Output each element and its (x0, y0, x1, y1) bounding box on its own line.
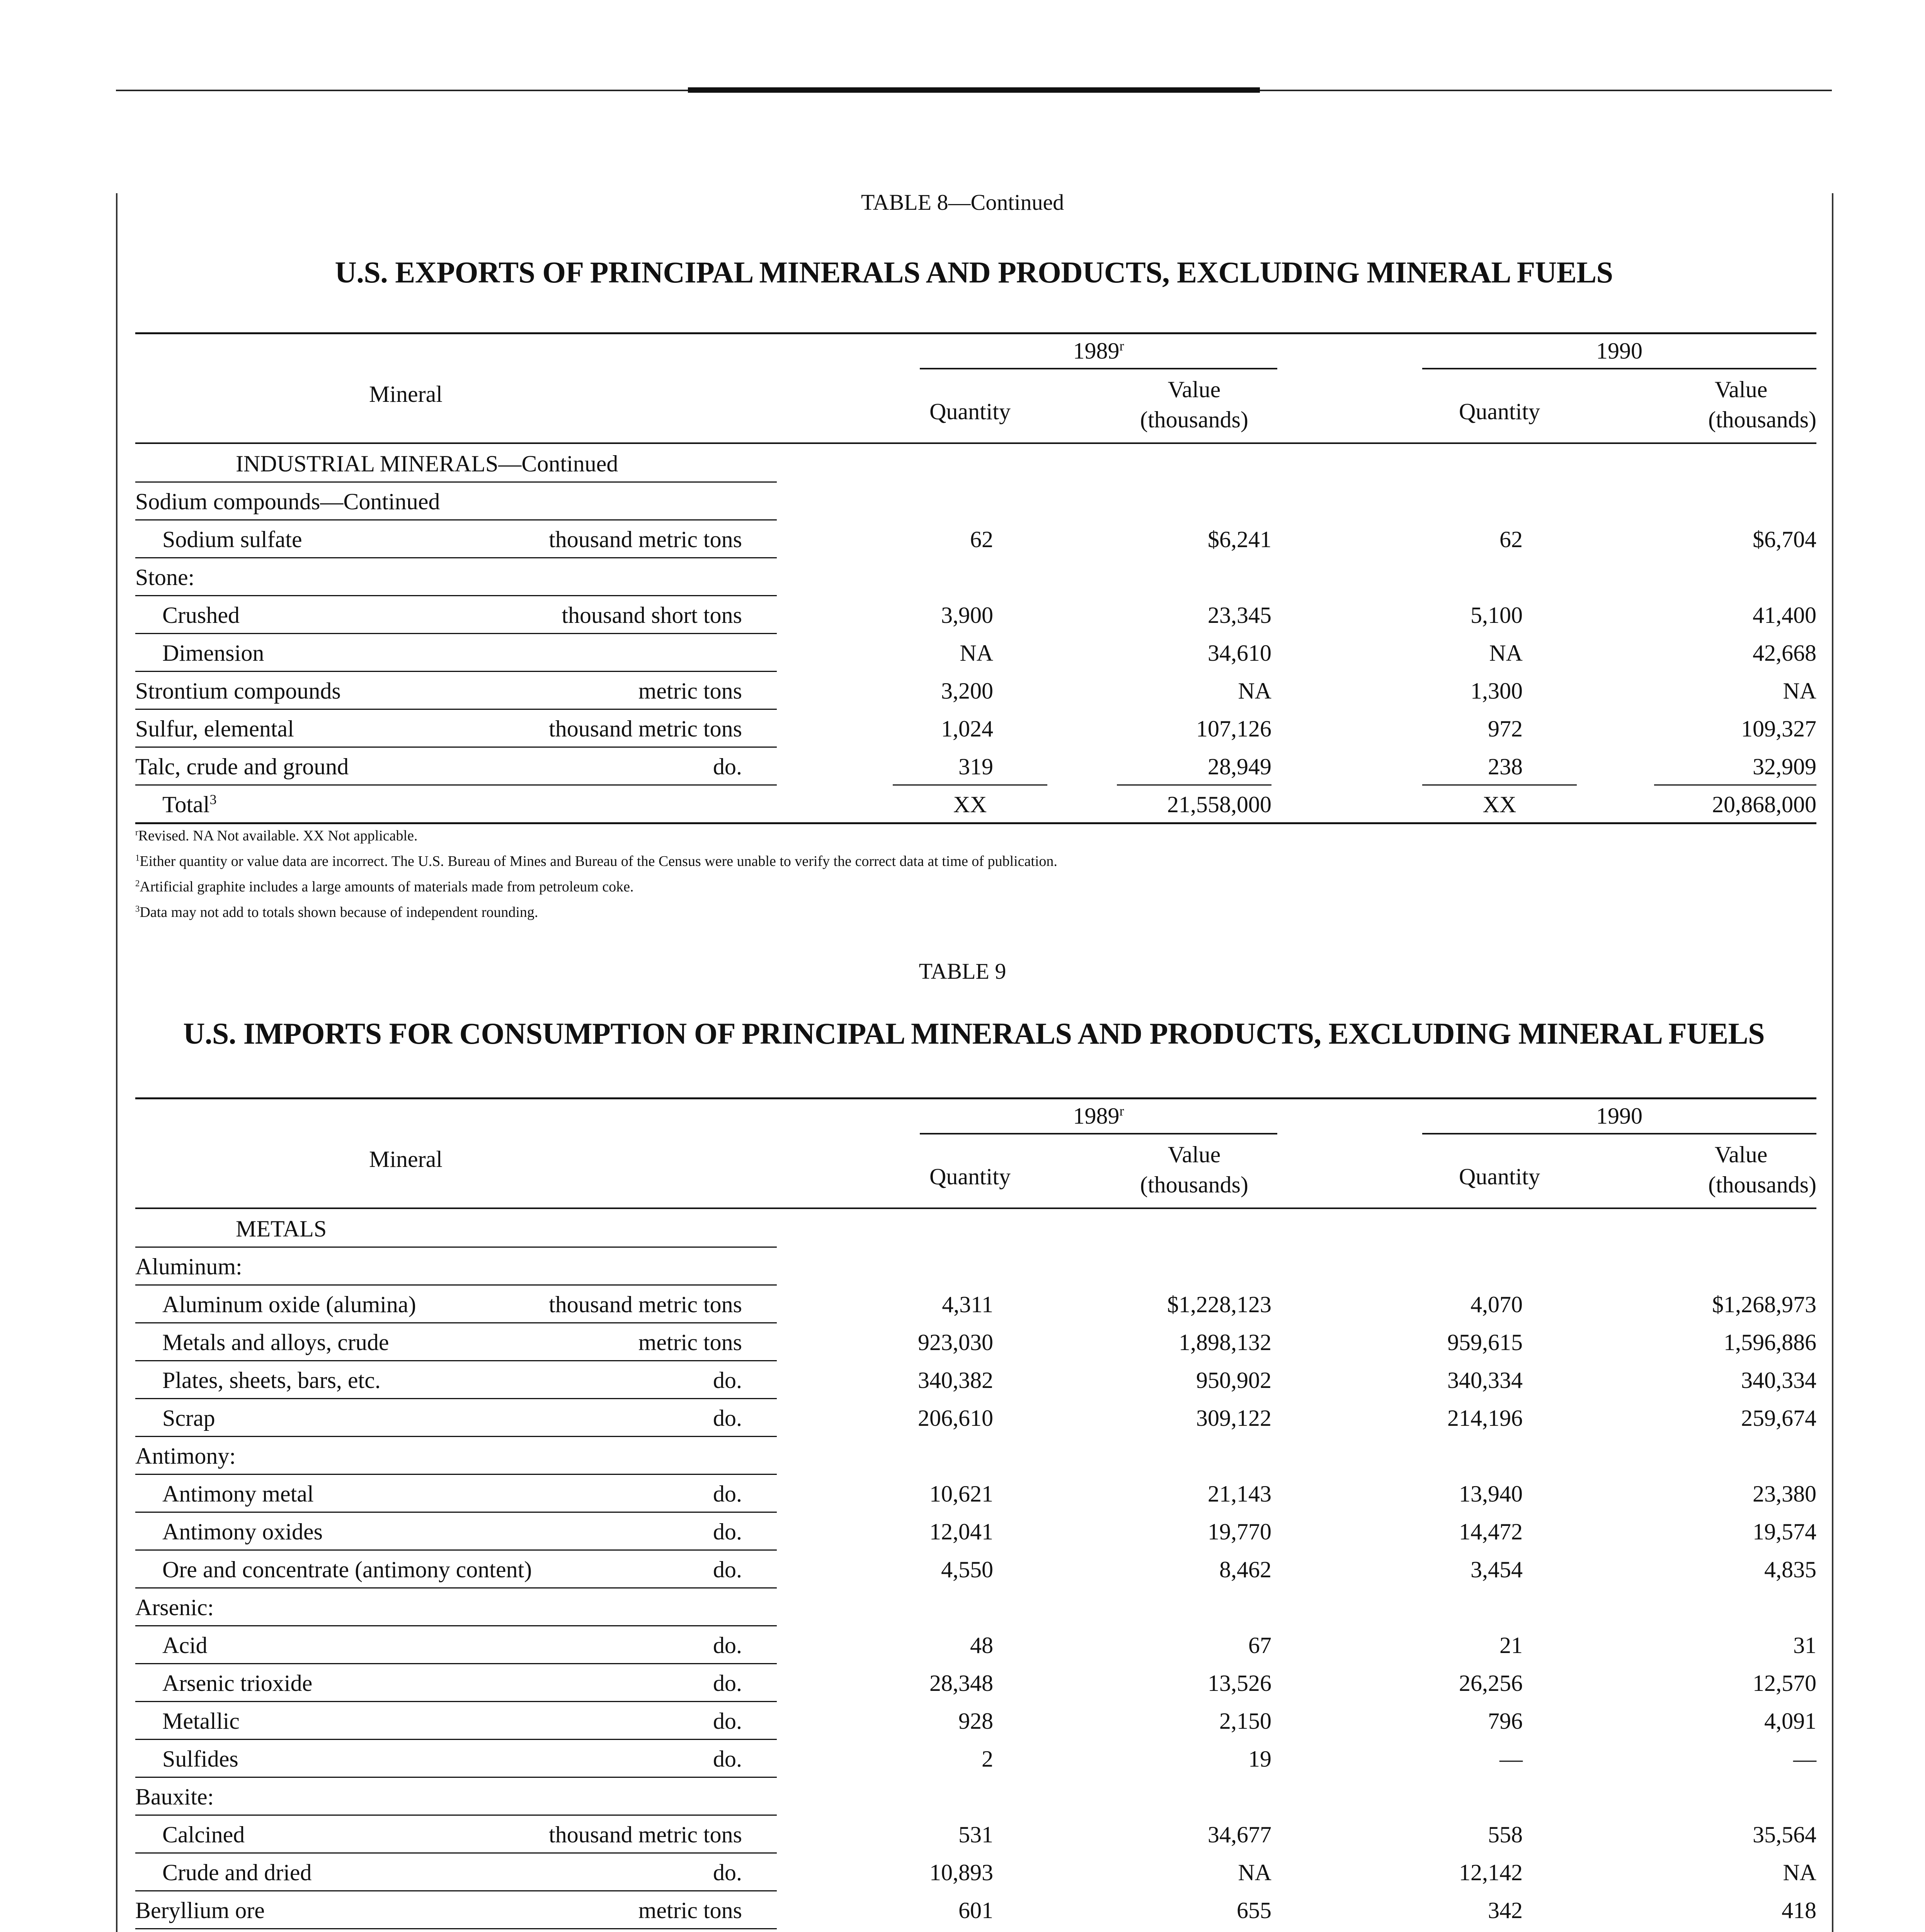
row-unit: metric tons (638, 1330, 742, 1355)
cell-value-1990: 32,909 (1753, 754, 1816, 779)
row-unit: thousand metric tons (549, 1822, 742, 1847)
row-label: Talc, crude and ground (135, 754, 349, 779)
row-unit: thousand metric tons (549, 1292, 742, 1317)
cell-value-1990: NA (1783, 1860, 1816, 1885)
row-label: Ore and concentrate (antimony content) (162, 1557, 532, 1582)
cell-value-1989: 19 (1248, 1746, 1271, 1772)
cell-value-1990: 23,380 (1753, 1481, 1816, 1507)
total-label (162, 793, 216, 816)
row-rule (135, 671, 777, 672)
row-label: Metallic (162, 1708, 240, 1734)
row-label: INDUSTRIAL MINERALS—Continued (236, 451, 618, 476)
year-1989-heading (920, 1104, 1277, 1128)
value-1989-units: (thousands) (1140, 407, 1248, 432)
cell-quantity-1990: 3,454 (1471, 1557, 1523, 1582)
footnote-mark: 2 (135, 878, 140, 888)
cell-value-1990: 19,574 (1753, 1519, 1816, 1544)
row-label: Sodium compounds—Continued (135, 489, 440, 514)
year-1990-heading: 1990 (1596, 1103, 1642, 1129)
row-unit: metric tons (638, 1898, 742, 1923)
row-label: Strontium compounds (135, 678, 341, 704)
value-1989-units: (thousands) (1140, 1172, 1248, 1197)
row-rule (135, 1322, 777, 1323)
total-footnote-mark: 3 (209, 792, 217, 807)
right-margin-rule (1832, 193, 1833, 1932)
cell-quantity-1989: 601 (958, 1898, 993, 1923)
year-1989-heading (920, 339, 1277, 362)
cell-quantity-1990: 959,615 (1447, 1330, 1523, 1355)
footnote-text: Revised. NA Not available. XX Not applicable. (138, 828, 418, 844)
row-rule (135, 1247, 777, 1248)
row-label: Dimension (162, 640, 264, 666)
cell-value-1990: 4,091 (1764, 1708, 1816, 1734)
cell-value-1990: 109,327 (1741, 716, 1816, 742)
cell-value-1990: 12,570 (1753, 1670, 1816, 1696)
row-rule (135, 1549, 777, 1551)
row-rule (135, 1360, 777, 1361)
row-unit: thousand metric tons (549, 716, 742, 742)
cell-quantity-1990: 26,256 (1459, 1670, 1523, 1696)
table8-footnotes (135, 823, 1057, 925)
row-label: Antimony metal (162, 1481, 314, 1507)
footnote-line (135, 874, 1057, 900)
row-label: Calcined (162, 1822, 245, 1847)
cell-quantity-1990: 21 (1499, 1633, 1523, 1658)
cell-quantity-1990: 14,472 (1459, 1519, 1523, 1544)
cell-quantity-1989: 62 (970, 527, 993, 552)
cell-value-1989: 13,526 (1208, 1670, 1271, 1696)
row-rule (135, 519, 777, 520)
cell-value-1990: 1,596,886 (1724, 1330, 1816, 1355)
cell-quantity-1990: — (1499, 1746, 1523, 1772)
cell-quantity-1989: 928 (958, 1708, 993, 1734)
cell-quantity-1990: 13,940 (1459, 1481, 1523, 1507)
value-1989-heading: Value (1168, 1142, 1221, 1167)
cell-value-1990: $6,704 (1753, 527, 1816, 552)
left-margin-rule (116, 193, 117, 1932)
total-label-text: Total (162, 792, 210, 817)
cell-value-1990: $1,268,973 (1712, 1292, 1816, 1317)
table8-title: U.S. EXPORTS OF PRINCIPAL MINERALS AND PRODUCTS, EXCLUDING MINERAL FUELS (335, 255, 1613, 289)
footnote-mark: r (135, 827, 138, 837)
value-1990-units: (thousands) (1708, 407, 1816, 432)
row-rule (135, 784, 777, 786)
value-1990-heading: Value (1714, 377, 1768, 402)
footnote-mark: 3 (135, 904, 140, 914)
value-1989-heading: Value (1168, 377, 1221, 402)
cell-value-1989: 107,126 (1196, 716, 1271, 742)
footnote-mark: 1 (135, 853, 140, 863)
cell-value-1989: 655 (1237, 1898, 1271, 1923)
row-unit: do. (713, 1557, 742, 1582)
cell-value-1989: 950,902 (1196, 1367, 1271, 1393)
footnote-text: Artificial graphite includes a large amounts of materials made from petroleum coke. (140, 879, 634, 895)
total-value-1990: 20,868,000 (1712, 792, 1816, 817)
quantity-1990-heading: Quantity (1459, 399, 1540, 424)
cell-value-1989: 309,122 (1196, 1405, 1271, 1431)
footnote-text: Either quantity or value data are incorrect. The U.S. Bureau of Mines and Bureau of the Census were unable to verify the correct data at time of publication. (140, 853, 1057, 869)
cell-value-1989: 8,462 (1219, 1557, 1271, 1582)
cell-quantity-1989: 531 (958, 1822, 993, 1847)
row-unit: thousand short tons (562, 602, 742, 628)
quantity-1989-heading: Quantity (929, 399, 1011, 424)
row-label: Arsenic: (135, 1595, 214, 1620)
cell-value-1990: 35,564 (1753, 1822, 1816, 1847)
total-value-1989: 21,558,000 (1167, 792, 1271, 817)
cell-quantity-1990: 12,142 (1459, 1860, 1523, 1885)
cell-value-1989: NA (1238, 678, 1271, 704)
row-label: Aluminum oxide (alumina) (162, 1292, 416, 1317)
row-unit: do. (713, 1670, 742, 1696)
row-label: Crushed (162, 602, 240, 628)
cell-quantity-1989: 28,348 (929, 1670, 993, 1696)
row-label: METALS (236, 1216, 327, 1242)
row-rule (135, 557, 777, 558)
cell-value-1990: 42,668 (1753, 640, 1816, 666)
year-1989-text: 1989 (1073, 1103, 1120, 1129)
cell-quantity-1989: 48 (970, 1633, 993, 1658)
cell-value-1989: 34,610 (1208, 640, 1271, 666)
row-rule (135, 1436, 777, 1437)
cell-quantity-1989: NA (960, 640, 993, 666)
year-1990-rule (1422, 368, 1816, 369)
row-unit: do. (713, 1405, 742, 1431)
cell-quantity-1989: 923,030 (918, 1330, 993, 1355)
row-label: Stone: (135, 565, 195, 590)
row-label: Sulfides (162, 1746, 238, 1772)
cell-quantity-1990: 972 (1488, 716, 1523, 742)
row-unit: thousand metric tons (549, 527, 742, 552)
footnote-line (135, 823, 1057, 849)
revised-mark: r (1119, 338, 1124, 354)
cell-value-1989: 21,143 (1208, 1481, 1271, 1507)
cell-quantity-1990: 4,070 (1471, 1292, 1523, 1317)
cell-quantity-1990: 238 (1488, 754, 1523, 779)
row-label: Scrap (162, 1405, 215, 1431)
row-unit: do. (713, 754, 742, 779)
row-rule (135, 1284, 777, 1286)
quantity-1989-heading: Quantity (929, 1164, 1011, 1189)
row-rule (135, 1890, 777, 1891)
row-label: Metals and alloys, crude (162, 1330, 389, 1355)
row-rule (135, 1398, 777, 1399)
row-label: Acid (162, 1633, 208, 1658)
row-unit: do. (713, 1860, 742, 1885)
value-1990-heading: Value (1714, 1142, 1768, 1167)
cell-value-1990: 259,674 (1741, 1405, 1816, 1431)
row-unit: do. (713, 1481, 742, 1507)
quantity-1990-heading: Quantity (1459, 1164, 1540, 1189)
cell-quantity-1989: 4,311 (942, 1292, 993, 1317)
year-1989-rule (920, 1133, 1277, 1134)
row-label: Aluminum: (135, 1254, 242, 1279)
cell-quantity-1989: 340,382 (918, 1367, 993, 1393)
header-top-rule (135, 332, 1816, 334)
year-1990-rule (1422, 1133, 1816, 1134)
row-label: Sulfur, elemental (135, 716, 294, 742)
cell-quantity-1990: 214,196 (1447, 1405, 1523, 1431)
row-rule (135, 1928, 777, 1929)
cell-value-1989: 23,345 (1208, 602, 1271, 628)
row-unit: do. (713, 1367, 742, 1393)
total-top-rule-v89 (1117, 784, 1271, 786)
header-top-rule (135, 1097, 1816, 1099)
row-rule (135, 1815, 777, 1816)
cell-quantity-1990: 62 (1499, 527, 1523, 552)
total-quantity-1989: XX (953, 792, 987, 817)
cell-quantity-1989: 1,024 (941, 716, 993, 742)
row-rule (135, 1625, 777, 1626)
cell-value-1990: 418 (1782, 1898, 1816, 1923)
cell-quantity-1989: 10,621 (929, 1481, 993, 1507)
cell-quantity-1990: 558 (1488, 1822, 1523, 1847)
year-1989-rule (920, 368, 1277, 369)
cell-quantity-1989: 3,900 (941, 602, 993, 628)
cell-value-1990: 41,400 (1753, 602, 1816, 628)
row-rule (135, 1474, 777, 1475)
row-rule (135, 709, 777, 710)
row-rule (135, 1512, 777, 1513)
cell-quantity-1989: 3,200 (941, 678, 993, 704)
row-rule (135, 1739, 777, 1740)
row-label: Crude and dried (162, 1860, 312, 1885)
row-rule (135, 481, 777, 483)
row-rule (135, 595, 777, 596)
cell-value-1989: $6,241 (1208, 527, 1271, 552)
row-rule (135, 1701, 777, 1702)
table8-label: TABLE 8—Continued (861, 190, 1064, 215)
cell-quantity-1989: 4,550 (941, 1557, 993, 1582)
cell-value-1989: $1,228,123 (1167, 1292, 1271, 1317)
top-rule-bar (688, 87, 1260, 93)
row-rule (135, 1587, 777, 1588)
total-top-rule-q89 (893, 784, 1047, 786)
cell-quantity-1990: 342 (1488, 1898, 1523, 1923)
row-rule (135, 1777, 777, 1778)
footnote-text: Data may not add to totals shown because of independent rounding. (140, 904, 538, 920)
row-label: Plates, sheets, bars, etc. (162, 1367, 381, 1393)
mineral-heading: Mineral (369, 381, 443, 407)
row-label: Beryllium ore (135, 1898, 265, 1923)
row-rule (135, 1852, 777, 1854)
row-unit: metric tons (638, 678, 742, 704)
revised-mark: r (1119, 1103, 1124, 1119)
cell-value-1990: 340,334 (1741, 1367, 1816, 1393)
cell-value-1989: 28,949 (1208, 754, 1271, 779)
total-quantity-1990: XX (1482, 792, 1517, 817)
total-top-rule-v90 (1654, 784, 1816, 786)
cell-value-1989: 1,898,132 (1179, 1330, 1271, 1355)
year-1990-heading: 1990 (1596, 338, 1642, 364)
row-rule (135, 747, 777, 748)
cell-quantity-1990: 1,300 (1471, 678, 1523, 704)
cell-value-1989: 2,150 (1219, 1708, 1271, 1734)
cell-quantity-1990: 5,100 (1471, 602, 1523, 628)
cell-quantity-1989: 319 (958, 754, 993, 779)
row-label: Sodium sulfate (162, 527, 302, 552)
row-label: Bauxite: (135, 1784, 214, 1810)
cell-value-1989: 34,677 (1208, 1822, 1271, 1847)
cell-quantity-1989: 206,610 (918, 1405, 993, 1431)
cell-quantity-1990: 796 (1488, 1708, 1523, 1734)
cell-quantity-1989: 2 (982, 1746, 993, 1772)
cell-value-1990: — (1793, 1746, 1816, 1772)
row-label: Antimony oxides (162, 1519, 323, 1544)
cell-value-1989: 19,770 (1208, 1519, 1271, 1544)
cell-value-1990: 31 (1793, 1633, 1816, 1658)
mineral-heading: Mineral (369, 1146, 443, 1172)
row-unit: do. (713, 1746, 742, 1772)
cell-value-1989: NA (1238, 1860, 1271, 1885)
value-1990-units: (thousands) (1708, 1172, 1816, 1197)
row-unit: do. (713, 1633, 742, 1658)
total-top-rule-q90 (1422, 784, 1577, 786)
cell-value-1989: 67 (1248, 1633, 1271, 1658)
cell-quantity-1990: NA (1489, 640, 1523, 666)
table9-label: TABLE 9 (919, 959, 1006, 984)
footnote-line (135, 849, 1057, 874)
cell-quantity-1990: 340,334 (1447, 1367, 1523, 1393)
header-bottom-rule (135, 442, 1816, 444)
row-rule (135, 1663, 777, 1664)
table9-title: U.S. IMPORTS FOR CONSUMPTION OF PRINCIPAL MINERALS AND PRODUCTS, EXCLUDING MINERAL FUELS (183, 1017, 1765, 1050)
cell-quantity-1989: 12,041 (929, 1519, 993, 1544)
row-unit: do. (713, 1519, 742, 1544)
cell-value-1990: NA (1783, 678, 1816, 704)
cell-quantity-1989: 10,893 (929, 1860, 993, 1885)
footnote-line (135, 900, 1057, 925)
header-bottom-rule (135, 1208, 1816, 1209)
row-rule (135, 633, 777, 634)
row-unit: do. (713, 1708, 742, 1734)
row-label: Antimony: (135, 1443, 236, 1469)
row-label: Arsenic trioxide (162, 1670, 313, 1696)
cell-value-1990: 4,835 (1764, 1557, 1816, 1582)
year-1989-text: 1989 (1073, 338, 1120, 364)
